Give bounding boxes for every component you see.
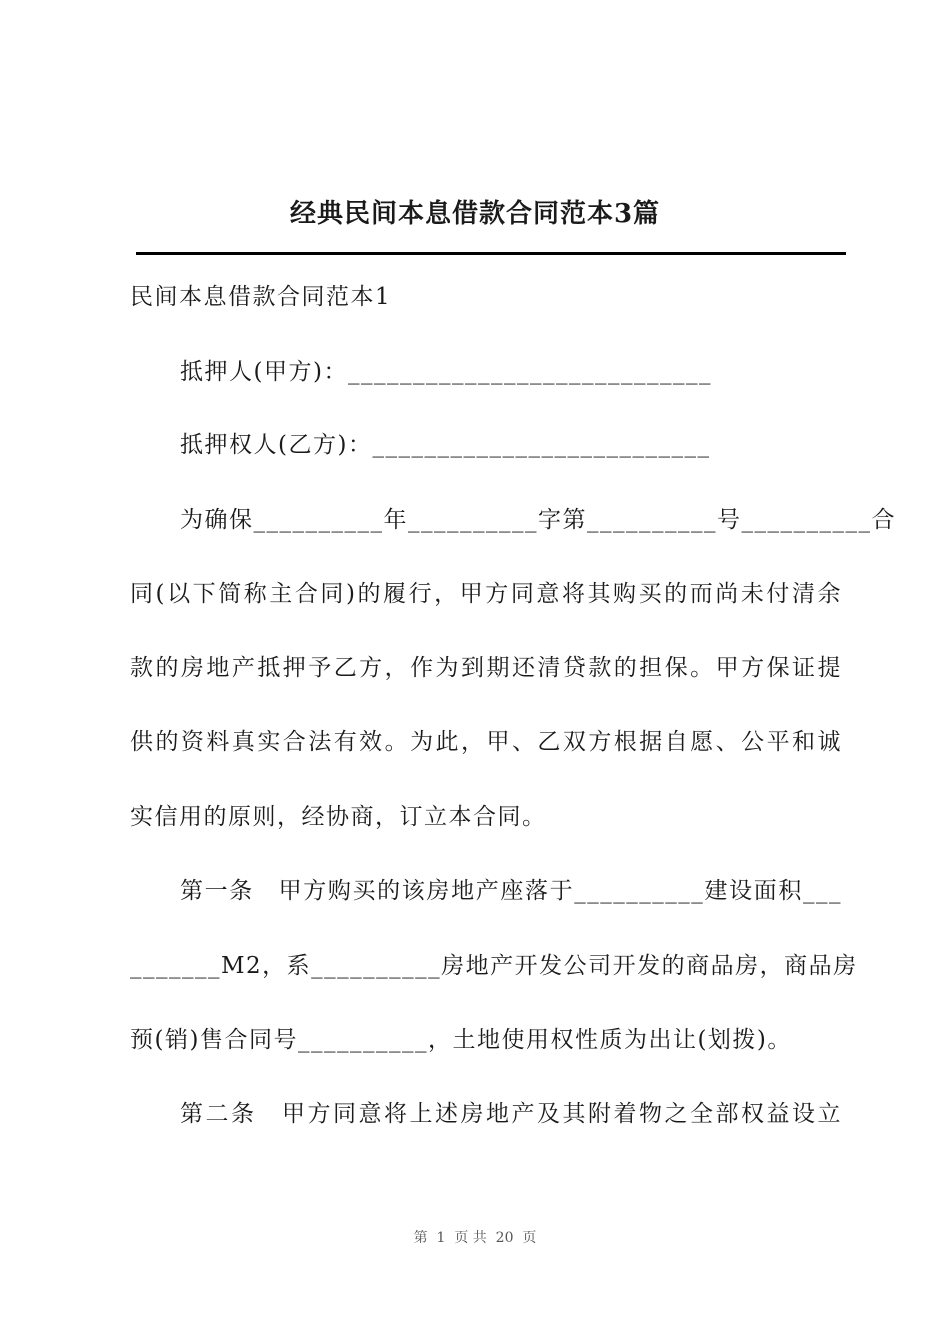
article-1-line: 第一条 甲方购买的该房地产座落于__________建设面积___ bbox=[180, 878, 842, 904]
article-1-line: _______M2，系__________房地产开发公司开发的商品房，商品房 bbox=[130, 953, 858, 979]
paragraph-line: 实信用的原则，经协商，订立本合同。 bbox=[130, 804, 547, 830]
page-title: 经典民间本息借款合同范本3篇 bbox=[289, 199, 661, 229]
mortgagor-line: 抵押人(甲方)：____________________________ bbox=[180, 359, 712, 385]
article-1-line: 预(销)售合同号__________，土地使用权性质为出让(划拨)。 bbox=[130, 1027, 792, 1053]
paragraph-line: 款的房地产抵押予乙方，作为到期还清贷款的担保。甲方保证提 bbox=[130, 655, 842, 681]
paragraph-line: 为确保__________年__________字第__________号__________合 bbox=[180, 507, 896, 533]
article-2-line: 第二条 甲方同意将上述房地产及其附着物之全部权益设立 bbox=[180, 1101, 842, 1127]
page-number-footer: 第 1 页 共 20 页 bbox=[413, 1230, 537, 1246]
paragraph-line: 供的资料真实合法有效。为此，甲、乙双方根据自愿、公平和诚 bbox=[130, 729, 842, 755]
paragraph-line: 同(以下简称主合同)的履行，甲方同意将其购买的而尚未付清余 bbox=[130, 581, 842, 607]
section-heading: 民间本息借款合同范本1 bbox=[130, 284, 392, 310]
mortgagee-line: 抵押权人(乙方)：__________________________ bbox=[180, 432, 711, 458]
title-divider bbox=[136, 252, 846, 255]
